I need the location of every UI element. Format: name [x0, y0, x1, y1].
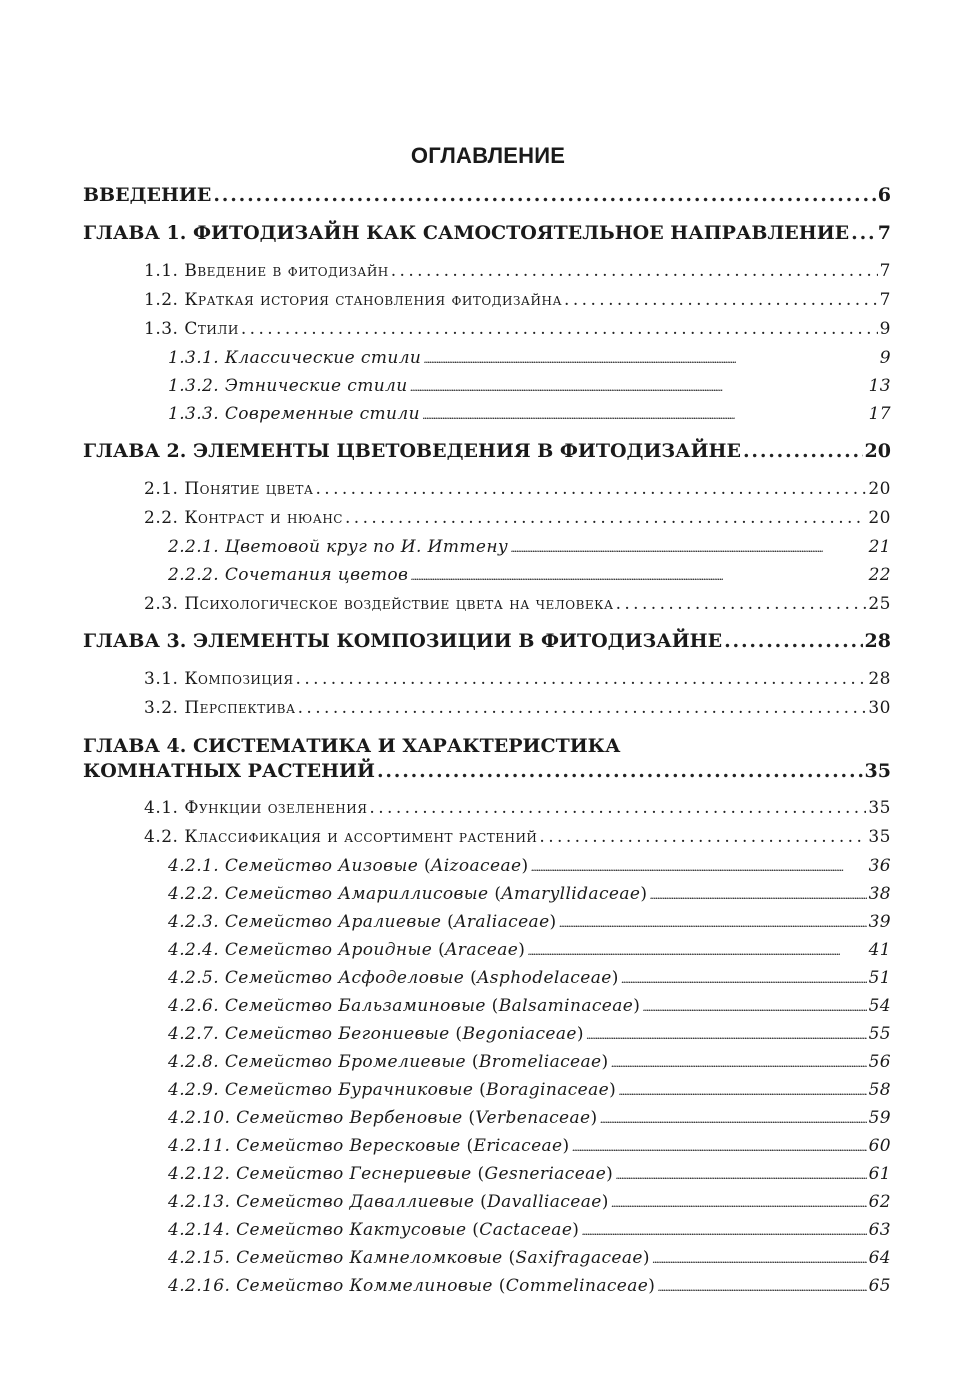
- dot-leader: [724, 630, 862, 652]
- toc-entry-4-2-7[interactable]: [168, 1024, 891, 1044]
- entry-label: 4.2.2. Семейство Амариллисовые (Amaryllidaceae): [168, 884, 648, 904]
- toc-entry-1-3-2[interactable]: [168, 376, 891, 396]
- entry-page: 60: [868, 1136, 891, 1156]
- toc-entry-4-2-4[interactable]: [168, 940, 891, 960]
- toc-entry-4-2-3[interactable]: [168, 912, 891, 932]
- entry-page: 36: [868, 856, 891, 876]
- dot-leader: [527, 940, 866, 960]
- entry-page: 20: [864, 440, 891, 462]
- toc-entry-2-1[interactable]: [144, 479, 891, 499]
- entry-page: 59: [868, 1108, 891, 1128]
- entry-page: 7: [879, 261, 891, 281]
- entry-page: 35: [868, 798, 891, 818]
- entry-page: 38: [868, 884, 891, 904]
- toc-entry-1-3[interactable]: [144, 319, 891, 339]
- entry-page: 6: [877, 184, 891, 206]
- entry-label: 1.1. Введение в фитодизайн: [144, 261, 389, 281]
- entry-label: ГЛАВА 3. ЭЛЕМЕНТЫ КОМПОЗИЦИИ В ФИТОДИЗАЙНЕ: [83, 630, 723, 652]
- entry-label: 4.2.8. Семейство Бромелиевые (Bromeliaceae): [168, 1052, 609, 1072]
- entry-label: 4.2.10. Семейство Вербеновые (Verbenaceae): [168, 1108, 598, 1128]
- toc-entry-3-1[interactable]: [144, 669, 891, 689]
- dot-leader: [315, 479, 866, 499]
- entry-page: 9: [879, 348, 891, 368]
- dot-leader: [377, 760, 863, 782]
- entry-label: ГЛАВА 1. ФИТОДИЗАЙН КАК САМОСТОЯТЕЛЬНОЕ НАПРАВЛЕНИЕ: [83, 222, 850, 244]
- entry-page: 25: [868, 594, 891, 614]
- toc-entry-4-2-2[interactable]: [168, 884, 891, 904]
- entry-label: 3.2. Перспектива: [144, 698, 296, 718]
- entry-page: 61: [868, 1164, 891, 1184]
- dot-leader: [618, 1080, 866, 1100]
- toc-entry-4-2-16[interactable]: [168, 1276, 891, 1296]
- entry-label: 4.2. Классификация и ассортимент растений: [144, 827, 538, 847]
- toc-entry-4-2-6[interactable]: [168, 996, 891, 1016]
- toc-entry-4-2-10[interactable]: [168, 1108, 891, 1128]
- entry-page: 62: [868, 1192, 891, 1212]
- dot-leader: [851, 222, 876, 244]
- dot-leader: [423, 348, 878, 368]
- entry-label: ВВЕДЕНИЕ: [83, 184, 212, 206]
- toc-entry-3-2[interactable]: [144, 698, 891, 718]
- entry-page: 56: [868, 1052, 891, 1072]
- dot-leader: [611, 1052, 867, 1072]
- dot-leader: [586, 1024, 867, 1044]
- entry-label: 4.2.6. Семейство Бальзаминовые (Balsaminaceae): [168, 996, 641, 1016]
- entry-page: 7: [877, 222, 891, 244]
- toc-entry-2-3[interactable]: [144, 594, 891, 614]
- entry-page: 35: [864, 760, 891, 782]
- entry-page: 63: [868, 1220, 891, 1240]
- dot-leader: [410, 376, 867, 396]
- entry-label: 4.2.9. Семейство Бурачниковые (Boraginaceae): [168, 1080, 617, 1100]
- entry-page: 54: [868, 996, 891, 1016]
- entry-label: 2.2. Контраст и нюанс: [144, 508, 343, 528]
- entry-label: 2.2.2. Сочетания цветов: [168, 565, 409, 585]
- entry-label: 4.2.7. Семейство Бегониевые (Begoniaceae): [168, 1024, 584, 1044]
- entry-page: 17: [868, 404, 891, 424]
- entry-page: 13: [868, 376, 891, 396]
- toc-entry-4-2-9[interactable]: [168, 1080, 891, 1100]
- dot-leader: [657, 1276, 866, 1296]
- entry-label: 4.2.1. Семейство Аизовые (Aizoaceae): [168, 856, 529, 876]
- entry-page: 39: [868, 912, 891, 932]
- toc-entry-2-2-2[interactable]: [168, 565, 891, 585]
- entry-page: 20: [868, 479, 891, 499]
- entry-label: 3.1. Композиция: [144, 669, 294, 689]
- dot-leader: [615, 1164, 866, 1184]
- entry-page: 30: [868, 698, 891, 718]
- entry-label: 4.2.4. Семейство Ароидные (Araceae): [168, 940, 526, 960]
- entry-line2: [83, 760, 891, 782]
- toc-entry-1-1[interactable]: [144, 261, 891, 281]
- dot-leader: [369, 798, 866, 818]
- toc-entry-intro[interactable]: [83, 184, 891, 206]
- entry-page: 20: [868, 508, 891, 528]
- dot-leader: [345, 508, 866, 528]
- dot-leader: [298, 698, 867, 718]
- dot-leader: [649, 884, 866, 904]
- entry-label: 4.2.15. Семейство Камнеломковые (Saxifragaceae): [168, 1248, 650, 1268]
- entry-page: 21: [868, 537, 891, 557]
- dot-leader: [564, 290, 878, 310]
- entry-label: 4.2.14. Семейство Кактусовые (Cactaceae): [168, 1220, 580, 1240]
- dot-leader: [410, 565, 866, 585]
- entry-page: 35: [868, 827, 891, 847]
- dot-leader: [296, 669, 867, 689]
- dot-leader: [559, 912, 867, 932]
- entry-label: 4.2.5. Семейство Асфоделовые (Asphodelaceae): [168, 968, 619, 988]
- toc-entry-ch3[interactable]: [83, 630, 891, 652]
- entry-page: 28: [868, 669, 891, 689]
- entry-label: 4.2.3. Семейство Аралиевые (Araliaceae): [168, 912, 557, 932]
- toc-entry-ch2[interactable]: [83, 440, 891, 462]
- entry-label: 1.3. Стили: [144, 319, 239, 339]
- entry-label: 4.2.13. Семейство Даваллиевые (Davalliaceae): [168, 1192, 609, 1212]
- dot-leader: [530, 856, 866, 876]
- toc-entry-ch4[interactable]: [83, 735, 891, 785]
- entry-page: 28: [864, 630, 891, 652]
- dot-leader: [616, 594, 867, 614]
- toc-entry-4-2-14[interactable]: [168, 1220, 891, 1240]
- entry-label: 2.2.1. Цветовой круг по И. Иттену: [168, 537, 509, 557]
- dot-leader: [213, 184, 875, 206]
- dot-leader: [652, 1248, 867, 1268]
- toc-entry-4-2-8[interactable]: [168, 1052, 891, 1072]
- toc-entry-2-2[interactable]: [144, 508, 891, 528]
- dot-leader: [743, 440, 863, 462]
- dot-leader: [422, 404, 867, 424]
- dot-leader: [621, 968, 867, 988]
- entry-label: 2.1. Понятие цвета: [144, 479, 314, 499]
- toc-entry-4-1[interactable]: [144, 798, 891, 818]
- entry-page: 9: [879, 319, 891, 339]
- page-title: ОГЛАВЛЕНИЕ: [410, 143, 566, 168]
- entry-label: 1.2. Краткая история становления фитодизайна: [144, 290, 563, 310]
- dot-leader: [539, 827, 866, 847]
- toc-entry-ch1[interactable]: [83, 222, 891, 244]
- entry-page: 58: [868, 1080, 891, 1100]
- entry-page: 51: [868, 968, 891, 988]
- dot-leader: [572, 1136, 867, 1156]
- dot-leader: [510, 537, 866, 557]
- entry-page: 64: [868, 1248, 891, 1268]
- toc-entry-4-2-13[interactable]: [168, 1192, 891, 1212]
- entry-label: 2.3. Психологическое воздействие цвета на человека: [144, 594, 614, 614]
- entry-label: 1.3.3. Современные стили: [168, 404, 420, 424]
- entry-page: 65: [868, 1276, 891, 1296]
- toc-entry-4-2[interactable]: [144, 827, 891, 847]
- dot-leader: [600, 1108, 867, 1128]
- toc-entry-4-2-1[interactable]: [168, 856, 891, 876]
- toc-entry-4-2-11[interactable]: [168, 1136, 891, 1156]
- dot-leader: [581, 1220, 866, 1240]
- dot-leader: [611, 1192, 867, 1212]
- entry-label-line2: КОМНАТНЫХ РАСТЕНИЙ: [83, 760, 375, 782]
- entry-label: 4.2.12. Семейство Геснериевые (Gesneriaceae): [168, 1164, 614, 1184]
- entry-label: 4.2.11. Семейство Вересковые (Ericaceae): [168, 1136, 570, 1156]
- entry-page: 7: [879, 290, 891, 310]
- toc-entry-4-2-12[interactable]: [168, 1164, 891, 1184]
- toc-entry-1-2[interactable]: [144, 290, 891, 310]
- entry-label: 4.2.16. Семейство Коммелиновые (Commelinaceae): [168, 1276, 656, 1296]
- entry-label: 1.3.2. Этнические стили: [168, 376, 408, 396]
- toc-entry-1-3-1[interactable]: [168, 348, 891, 368]
- toc-entry-1-3-3[interactable]: [168, 404, 891, 424]
- entry-page: 55: [868, 1024, 891, 1044]
- entry-label: 1.3.1. Классические стили: [168, 348, 422, 368]
- toc-entry-4-2-15[interactable]: [168, 1248, 891, 1268]
- entry-label: 4.1. Функции озеленения: [144, 798, 368, 818]
- toc-entry-2-2-1[interactable]: [168, 537, 891, 557]
- dot-leader: [642, 996, 866, 1016]
- dot-leader: [241, 319, 878, 339]
- entry-page: 41: [868, 940, 891, 960]
- entry-label-line1: ГЛАВА 4. СИСТЕМАТИКА И ХАРАКТЕРИСТИКА: [83, 735, 621, 757]
- entry-page: 22: [868, 565, 891, 585]
- entry-label: ГЛАВА 2. ЭЛЕМЕНТЫ ЦВЕТОВЕДЕНИЯ В ФИТОДИЗАЙНЕ: [83, 440, 741, 462]
- dot-leader: [391, 261, 878, 281]
- toc-entry-4-2-5[interactable]: [168, 968, 891, 988]
